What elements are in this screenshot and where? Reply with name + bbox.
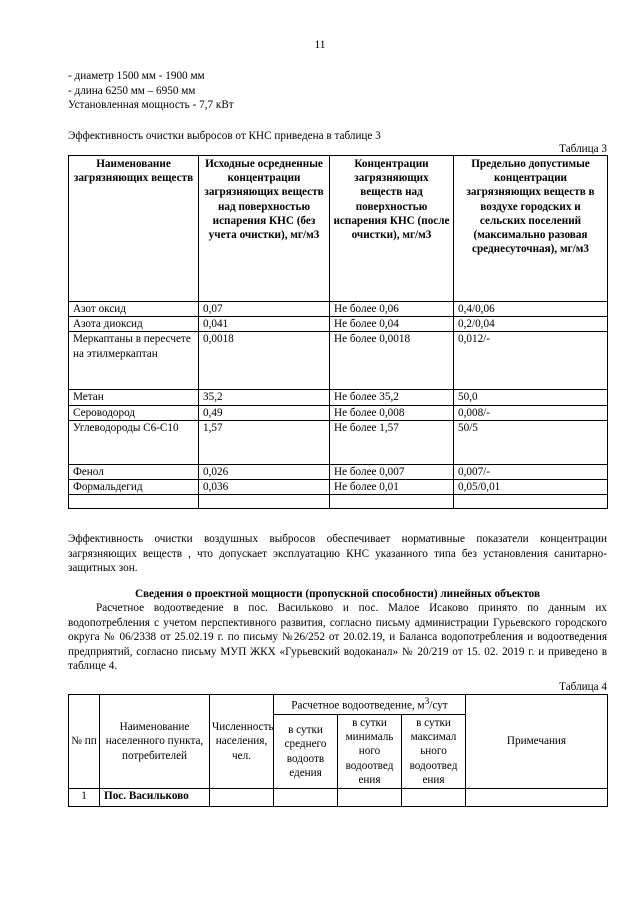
cell: 50,0 <box>454 390 608 405</box>
cell: 0,0018 <box>199 332 330 390</box>
specs-block <box>68 69 607 113</box>
table3-caption: Таблица 3 <box>559 143 607 155</box>
cell <box>466 789 608 807</box>
table-row <box>69 464 608 479</box>
table4-header-calc-group <box>274 695 466 715</box>
conclusion-paragraph: Эффективность очистки воздушных выбросов обеспечивает нормативные показатели концентрации загрязняющих веществ , что допускает эксплуатацию КНС указанного типа без установления санитарно- защитных зон. <box>68 533 607 575</box>
table4 <box>68 694 608 807</box>
cell: 1,57 <box>199 420 330 464</box>
table4-caption: Таблица 4 <box>559 681 607 693</box>
cell: 0,008/- <box>454 405 608 420</box>
cell: 50/5 <box>454 420 608 464</box>
table3-header-substance: Наименование загрязняющих веществ <box>69 156 199 302</box>
cell: Не более 0,04 <box>330 317 454 332</box>
page-number: 11 <box>314 39 326 51</box>
table-row <box>69 317 608 332</box>
table3-header-after: Концентрации загрязняющих веществ над поверхностью испарения КНС (после очистки), мг/м3 <box>330 156 454 302</box>
cell: 1 <box>69 789 100 807</box>
cell: Не более 0,0018 <box>330 332 454 390</box>
cell: Формальдегид <box>69 480 199 495</box>
spec-diameter: - диаметр 1500 мм - 1900 мм <box>68 70 205 82</box>
table4-header-name: Наименование населенного пункта, потребителей <box>100 695 210 789</box>
cell <box>69 495 199 509</box>
cell <box>402 789 466 807</box>
cell: Не более 0,01 <box>330 480 454 495</box>
cell: Не более 0,007 <box>330 464 454 479</box>
section-body: Расчетное водоотведение в пос. Васильково и пос. Малое Исаково принято по данным их водопотребления с учетом перспективного развития, согласно письму администрации Гурьевского городского округа № 06/2338 от 25.02.19 г. по письму №26/252 от 20.02.19, и Баланса водопотребления и водоотведения предприятий, согласно письму МУП ЖКХ «Гурьевский водоканал» № 20/219 от 15. 02. 2019 г. и приведено в таблице 4. <box>68 602 607 673</box>
table4-header-max: в сутки максимал ьного водоотвед ения <box>402 715 466 789</box>
table4-header-num: № пп <box>69 695 100 789</box>
table4-header-row-1 <box>69 695 608 715</box>
cell: Не более 0,06 <box>330 302 454 317</box>
cell: Не более 0,008 <box>330 405 454 420</box>
cell <box>454 495 608 509</box>
section-title: Сведения о проектной мощности (пропускной способности) линейных объектов <box>134 588 541 600</box>
table3 <box>68 155 608 509</box>
table4-header-avg: в сутки среднего водоотв едения <box>274 715 338 789</box>
cell <box>330 495 454 509</box>
cell: Не более 1,57 <box>330 420 454 464</box>
spec-power: Установленная мощность - 7,7 кВт <box>68 99 234 112</box>
cell: 0,05/0,01 <box>454 480 608 495</box>
calc-group-label: Расчетное водоотведение, м <box>291 699 425 712</box>
cell: Сероводород <box>69 405 199 420</box>
table-row <box>69 420 608 464</box>
table3-header-limit: Предельно допустимые концентрации загрязняющих веществ в воздухе городских и сельских поселений (максимально разовая среднесуточная), мг/м3 <box>454 156 608 302</box>
table3-intro: Эффективность очистки выбросов от КНС приведена в таблице 3 <box>68 130 381 142</box>
cell <box>210 789 274 807</box>
table4-header-population: Численность населения, чел. <box>210 695 274 789</box>
table-row <box>69 789 608 807</box>
cell: Азот оксид <box>69 302 199 317</box>
cell: 35,2 <box>199 390 330 405</box>
cell: 0,2/0,04 <box>454 317 608 332</box>
table-row <box>69 390 608 405</box>
cell: 0,007/- <box>454 464 608 479</box>
calc-unit-tail: /сут <box>429 699 448 712</box>
table4-header-notes: Примечания <box>466 695 608 789</box>
cell: Углеводороды С6-С10 <box>69 420 199 464</box>
table-row <box>69 332 608 390</box>
table4-header-min: в сутки минималь ного водоотвед ения <box>338 715 402 789</box>
cell: Фенол <box>69 464 199 479</box>
calc-unit-sup: 3 <box>424 696 430 707</box>
cell: 0,4/0,06 <box>454 302 608 317</box>
table3-header-row <box>69 156 608 302</box>
cell: Не более 35,2 <box>330 390 454 405</box>
table3-header-initial: Исходные осредненные концентрации загрязняющих веществ над поверхностью испарения КНС (без учета очистки), мг/м3 <box>199 156 330 302</box>
cell <box>199 495 330 509</box>
cell: 0,49 <box>199 405 330 420</box>
cell: Пос. Васильково <box>100 789 210 807</box>
table-row <box>69 480 608 495</box>
cell: 0,026 <box>199 464 330 479</box>
spec-length: - длина 6250 мм – 6950 мм <box>68 84 196 97</box>
cell: 0,012/- <box>454 332 608 390</box>
cell <box>338 789 402 807</box>
table-row-empty <box>69 495 608 509</box>
cell: 0,036 <box>199 480 330 495</box>
cell <box>274 789 338 807</box>
table-row <box>69 405 608 420</box>
cell: Меркаптаны в пересчете на этилмеркаптан <box>69 332 199 390</box>
cell: Азота диоксид <box>69 317 199 332</box>
table-row <box>69 302 608 317</box>
cell: 0,041 <box>199 317 330 332</box>
cell: Метан <box>69 390 199 405</box>
cell: 0,07 <box>199 302 330 317</box>
